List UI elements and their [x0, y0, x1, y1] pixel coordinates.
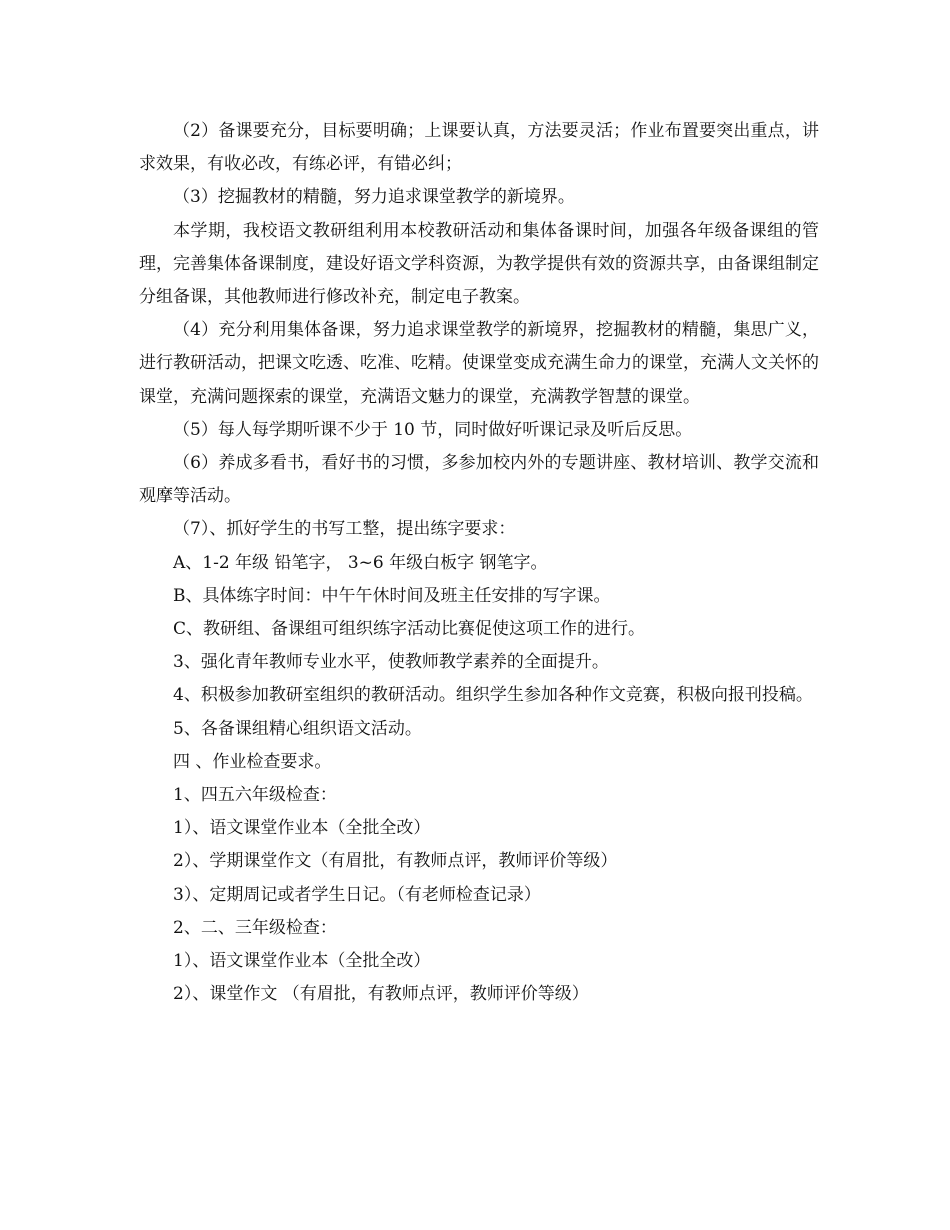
paragraph-16: 1）、语文课堂作业本（全批全改）: [173, 818, 431, 839]
paragraph-9: B、具体练字时间：中午午休时间及班主任安排的写字课。: [173, 585, 611, 606]
paragraph-5: （5）每人每学期听课不少于 10 节，同时做好听课记录及听后反思。: [173, 419, 693, 440]
paragraph-18: 3）、定期周记或者学生日记。（有老师检查记录）: [173, 884, 541, 905]
paragraph-12: 4、积极参加教研室组织的教研活动。组织学生参加各种作文竞赛，积极向报刊投稿。: [173, 685, 813, 706]
paragraph-14: 四 、作业检查要求。: [173, 751, 332, 772]
paragraph-19: 2、二、三年级检查：: [173, 917, 337, 938]
paragraph-10: C、教研组、备课组可组织练字活动比赛促使这项工作的进行。: [173, 619, 646, 640]
paragraph-2: （3）挖掘教材的精髓，努力追求课堂教学的新境界。: [173, 187, 575, 208]
paragraph-15: 1、四五六年级检查：: [173, 785, 337, 806]
paragraph-11: 3、强化青年教师专业水平，使教师教学素养的全面提升。: [173, 652, 609, 673]
paragraph-6: （6）养成多看书，看好书的习惯，多参加校内外的专题讲座、教材培训、教学交流和观摩等活动。: [139, 453, 819, 507]
paragraph-3: 本学期，我校语文教研组利用本校教研活动和集体备课时间，加强各年级备课组的管理，完善集体备课制度，建设好语文学科资源，为教学提供有效的资源共享，由备课组制定分组备课，其他教师进行修改补充，制定电子教案。: [139, 220, 819, 308]
paragraph-4: （4）充分利用集体备课，努力追求课堂教学的新境界，挖掘教材的精髓，集思广义，进行教研活动，把课文吃透、吃准、吃精。使课堂变成充满生命力的课堂，充满人文关怀的课堂，充满问题探索的课堂，充满语文魅力的课堂，充满教学智慧的课堂。: [139, 320, 819, 407]
paragraph-17: 2）、学期课堂作文（有眉批，有教师点评，教师评价等级）: [173, 851, 618, 872]
paragraph-13: 5、各备课组精心组织语文活动。: [173, 718, 422, 739]
document-body: [139, 115, 819, 1011]
paragraph-21: 2）、课堂作文 （有眉批，有教师点评，教师评价等级）: [173, 984, 589, 1005]
paragraph-1: （2）备课要充分，目标要明确；上课要认真，方法要灵活；作业布置要突出重点，讲求效果，有收必改，有练必评，有错必纠；: [139, 121, 819, 175]
paragraph-8: A、1-2 年级 铅笔字， 3~6 年级白板字 钢笔字。: [173, 552, 548, 573]
paragraph-7: （7）、抓好学生的书写工整，提出练字要求：: [173, 519, 516, 540]
paragraph-20: 1）、语文课堂作业本（全批全改）: [173, 951, 431, 972]
